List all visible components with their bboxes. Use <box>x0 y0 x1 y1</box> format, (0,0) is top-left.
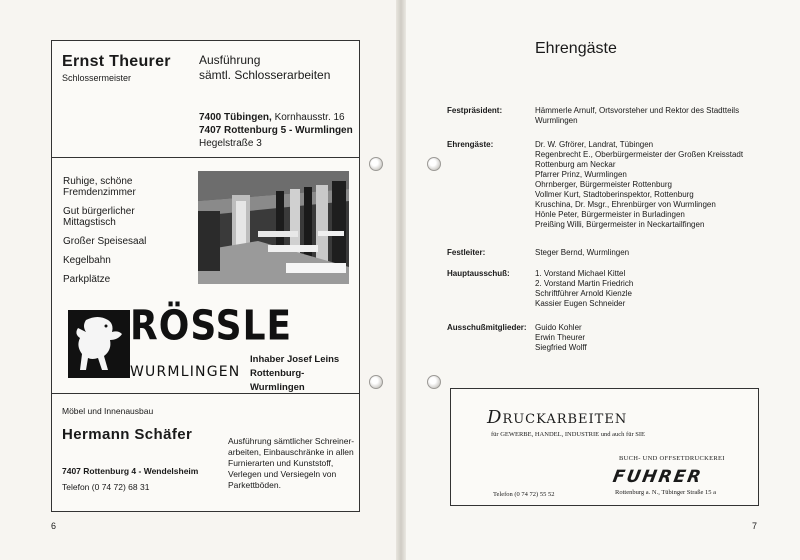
amenity-line: Ruhige, schöne <box>63 176 133 187</box>
ad-schaefer-category: Möbel und Innenausbau <box>62 406 154 416</box>
owner-line: Inhaber Josef Leins <box>250 354 340 365</box>
desc-line: Ausführung sämtlicher Schreiner- <box>228 436 355 446</box>
entry-value: Pfarrer Prinz, Wurmlingen <box>535 170 627 179</box>
binding-fold <box>396 0 406 560</box>
entry-value: Erwin Theurer <box>535 333 586 342</box>
entry-values <box>535 140 785 230</box>
restaurant-interior-photo <box>198 171 349 284</box>
page-number-left: 6 <box>51 521 57 531</box>
desc-line: Parkettböden. <box>228 480 281 490</box>
entry-value: Schriftführer Arnold Kienzle <box>535 289 632 298</box>
entry-label: Ausschußmitglieder: <box>447 323 527 332</box>
entry-value: Preißing Willi, Bürgermeister in Neckartailfingen <box>535 220 705 229</box>
entry-value: Regenbrecht E., Oberbürgermeister der Großen Kreisstadt <box>535 150 744 159</box>
ad-theurer-addr1-bold: 7400 Tübingen, <box>199 112 272 123</box>
ad-theurer-address <box>199 111 353 150</box>
amenity-line: Parkplätze <box>63 274 111 285</box>
ad-schaefer-address: 7407 Rottenburg 4 - Wendelsheim <box>62 466 199 476</box>
ad-schaefer-telephone: Telefon (0 74 72) 68 31 <box>62 482 150 492</box>
entry-value: 2. Vorstand Martin Friedrich <box>535 279 634 288</box>
ad-fuhrer-telephone: Telefon (0 74 72) 55 52 <box>493 491 555 498</box>
druckarbeiten-logo <box>487 407 627 428</box>
ad-theurer-addr3: Hegelstraße 3 <box>199 138 262 149</box>
ad-fuhrer-tagline: für GEWERBE, HANDEL, INDUSTRIE und auch für SIE <box>491 431 645 438</box>
ad-theurer-service-1: Ausführung <box>199 53 261 67</box>
amenity-line: Mittagstisch <box>63 217 116 228</box>
ad-roessle-amenities <box>63 176 193 285</box>
owner-line: Rottenburg-Wurmlingen <box>250 368 305 393</box>
ad-fuhrer-address: Rottenburg a. N., Tübinger Straße 15 a <box>615 489 717 496</box>
entry-values <box>535 106 785 126</box>
ad-hermann-schaefer <box>51 394 360 512</box>
amenity-line: Großer Speisesaal <box>63 236 147 247</box>
entry-label: Festpräsident: <box>447 106 503 115</box>
amenity-line: Gut bürgerlicher <box>63 206 135 217</box>
punch-hole <box>369 157 383 171</box>
entry-value: Hämmerle Arnulf, Ortsvorsteher und Rektor des Stadtteils <box>535 106 740 115</box>
entry-value: Siegfried Wolff <box>535 343 587 352</box>
ad-ernst-theurer <box>51 40 360 158</box>
ad-roessle <box>51 158 360 394</box>
ad-theurer-title: Schlossermeister <box>62 73 132 83</box>
entry-value: Guido Kohler <box>535 323 582 332</box>
entry-value: 1. Vorstand Michael Kittel <box>535 269 626 278</box>
punch-hole <box>427 375 441 389</box>
desc-line: arbeiten, Einbauschränke in allen <box>228 447 354 457</box>
entry-values <box>535 323 785 353</box>
roessle-logo-town: WURMLINGEN <box>130 364 241 380</box>
page-title: Ehrengäste <box>535 40 617 57</box>
entry-label: Ehrengäste: <box>447 140 494 149</box>
punch-hole <box>369 375 383 389</box>
entry-values <box>535 248 785 258</box>
horse-logo-icon <box>68 310 130 378</box>
entry-value: Ohrnberger, Bürgermeister Rottenburg <box>535 180 672 189</box>
desc-line: Verlegen und Versiegeln von <box>228 469 337 479</box>
entry-value: Kruschina, Dr. Msgr., Ehrenbürger von Wurmlingen <box>535 200 716 209</box>
ad-fuhrer-druckerei <box>450 388 759 506</box>
roessle-logo-word: RÖSSLE <box>130 302 293 350</box>
ad-theurer-addr2: 7407 Rottenburg 5 - Wurmlingen <box>199 125 353 136</box>
entry-label: Festleiter: <box>447 248 486 257</box>
desc-line: Furnierarten und Kunststoff, <box>228 458 334 468</box>
amenity-line: Fremdenzimmer <box>63 187 136 198</box>
entry-value: Vollmer Kurt, Stadtoberinspektor, Rottenburg <box>535 190 694 199</box>
entry-values <box>535 269 785 309</box>
restaurant-interior-image <box>198 171 349 284</box>
entry-value: Rottenburg am Neckar <box>535 160 616 169</box>
ad-theurer-name: Ernst Theurer <box>62 53 171 70</box>
ad-schaefer-name: Hermann Schäfer <box>62 426 193 443</box>
entry-label: Hauptausschuß: <box>447 269 510 278</box>
entry-value: Dr. W. Gfrörer, Landrat, Tübingen <box>535 140 654 149</box>
logo-capital: D <box>487 407 503 428</box>
fuhrer-brand-logo: FUHRER <box>611 467 705 487</box>
amenity-line: Kegelbahn <box>63 255 111 266</box>
ad-fuhrer-category: BUCH- UND OFFSETDRUCKEREI <box>619 455 725 462</box>
entry-value: Kassier Eugen Schneider <box>535 299 626 308</box>
entry-value: Wurmlingen <box>535 116 578 125</box>
punch-hole <box>427 157 441 171</box>
logo-rest: RUCKARBEITEN <box>502 412 628 427</box>
ad-roessle-owner <box>250 353 359 395</box>
ad-theurer-addr1-rest: Kornhausstr. 16 <box>271 112 345 123</box>
entry-value: Hönle Peter, Bürgermeister in Burladingen <box>535 210 685 219</box>
entry-value: Steger Bernd, Wurmlingen <box>535 248 630 257</box>
ad-theurer-service-2: sämtl. Schlosserarbeiten <box>199 68 331 82</box>
horse-logo-graphic <box>68 310 130 378</box>
ad-schaefer-description <box>228 436 358 491</box>
page-number-right: 7 <box>752 521 758 531</box>
